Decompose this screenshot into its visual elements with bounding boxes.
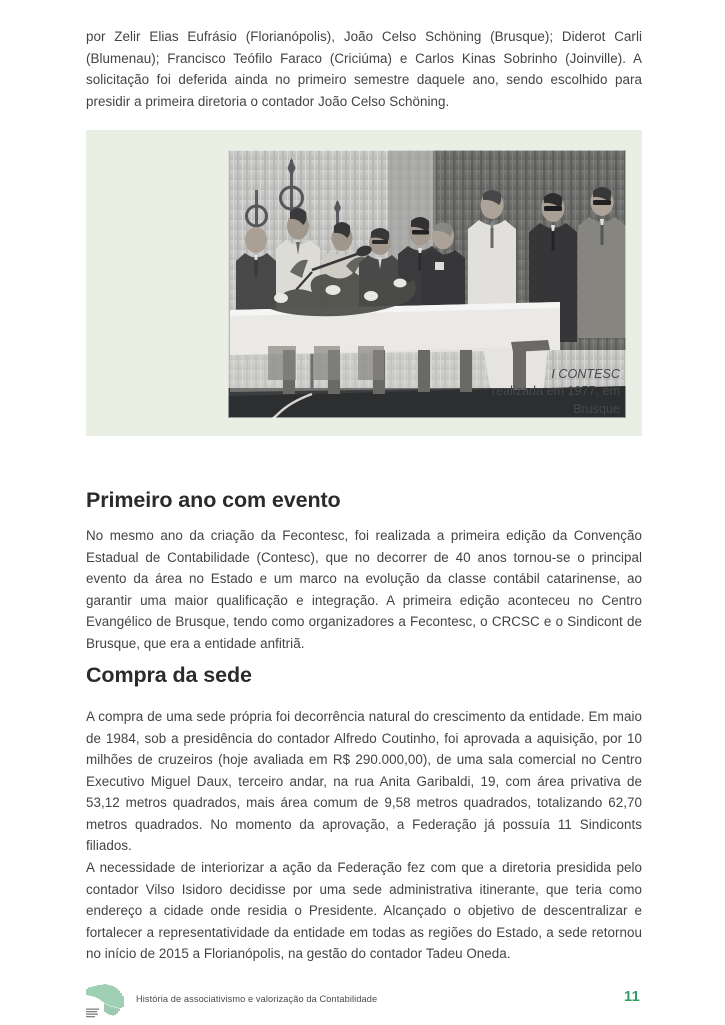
section-paragraph-compra-da-sede-2: A necessidade de interiorizar a ação da Federação fez com que a diretoria presidida pelo contador Vilso Isidoro decidisse por uma sede administrativa itinerante, que teria como endereço a cidade onde residia o Presidente. Alcançado o objetivo de descentralizar e fortalecer a representatividade da entidade em todas as regiões do Estado, a sede retornou no início de 2015 a Florianópolis, na gestão do contador Tadeu Oneda. xyxy=(86,860,642,961)
section-paragraph-primeiro-ano-com-evento: No mesmo ano da criação da Fecontesc, foi realizada a primeira edição da Convenção Estadual de Contabilidade (Contesc), que no decorrer de 40 anos tornou-se o principal evento da área no Estado e um marco na evolução da classe contábil catarinense, ao garantir uma maior qualificação e integração. A primeira edição aconteceu no Centro Evangélico de Brusque, tendo como organizadores a Fecontesc, o CRCSC e o Sindicont de Brusque, que era a entidade anfitriã. xyxy=(86,528,642,651)
intro-paragraph: por Zelir Elias Eufrásio (Florianópolis), João Celso Schöning (Brusque); Diderot Carli (Blumenau); Francisco Teófilo Faraco (Criciúma) e Carlos Kinas Sobrinho (Joinville). A solicitação foi deferida ainda no primeiro semestre daquele ano, sendo escolhido para presidir a primeira diretoria o contador João Celso Schöning. xyxy=(86,29,642,109)
section-heading-compra-da-sede: Compra da sede xyxy=(86,663,252,687)
fecontesc-logo-icon xyxy=(82,982,128,1020)
figure-caption-rest: realizada em 1977, em Brusque xyxy=(491,384,620,416)
figure-band xyxy=(86,130,642,436)
footer-tagline: História de associativismo e valorização da Contabilidade xyxy=(136,994,378,1004)
figure-caption xyxy=(470,366,620,419)
page-footer xyxy=(0,982,725,1024)
figure-caption-emphasis: I CONTESC xyxy=(551,366,620,381)
page-number: 11 xyxy=(624,989,640,1005)
section-heading-primeiro-ano-com-evento: Primeiro ano com evento xyxy=(86,488,341,512)
section-paragraph-compra-da-sede-1: A compra de uma sede própria foi decorrência natural do crescimento da entidade. Em maio de 1984, sob a presidência do contador Alfredo Coutinho, foi aprovada a aquisição, por 10 milhões de cruzeiros (hoje avaliada em R$ 290.000,00), de uma sala comercial no Centro Executivo Miguel Daux, terceiro andar, na rua Anita Garibaldi, 19, com área privativa de 53,12 metros quadrados, mais área comum de 9,58 metros quadrados, totalizando 62,70 metros quadrados. No momento da aprovação, a Federação já possuía 11 Sindiconts filiados. xyxy=(86,709,642,853)
